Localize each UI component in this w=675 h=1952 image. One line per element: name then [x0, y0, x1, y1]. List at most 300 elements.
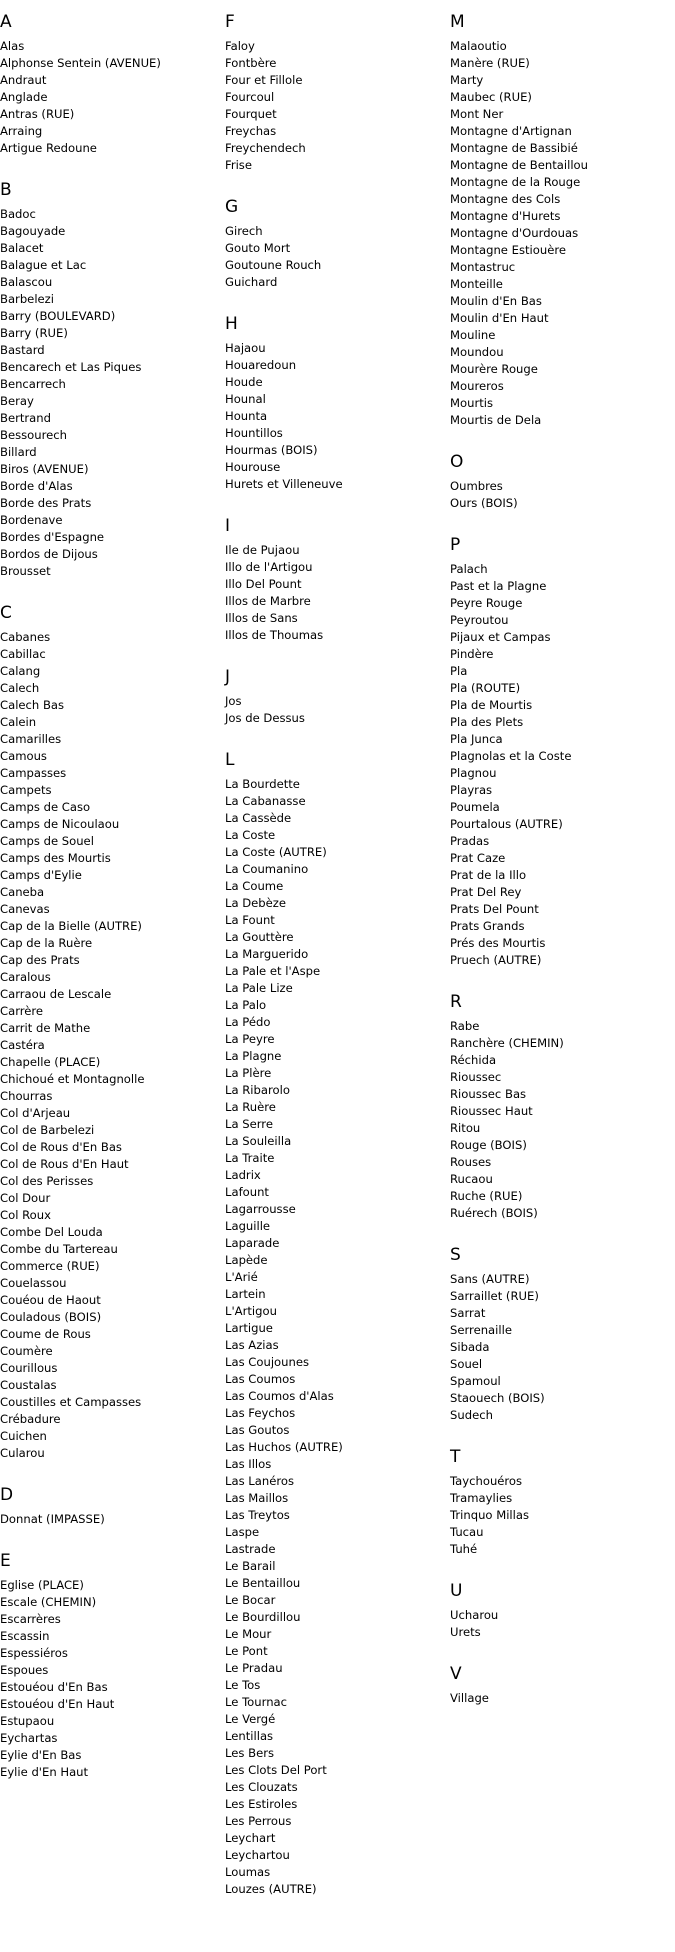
street-link[interactable]: Pijaux et Campas: [450, 630, 551, 644]
street-link[interactable]: Cap de la Ruère: [0, 936, 93, 950]
street-link[interactable]: Bordenave: [0, 513, 63, 527]
street-link[interactable]: Pradas: [450, 834, 490, 848]
street-link[interactable]: Four et Fillole: [225, 73, 303, 87]
street-link[interactable]: Ladrix: [225, 1168, 261, 1182]
letter-heading: H: [225, 314, 238, 334]
street-link[interactable]: Le Tos: [225, 1678, 261, 1692]
street-link[interactable]: Espoues: [0, 1663, 49, 1677]
street-link[interactable]: Cularou: [0, 1446, 45, 1460]
street-link[interactable]: Balascou: [0, 275, 53, 289]
street-link[interactable]: Sans (AUTRE): [450, 1272, 530, 1286]
street-link[interactable]: Tuhé: [450, 1542, 478, 1556]
street-link[interactable]: Caralous: [0, 970, 51, 984]
street-link[interactable]: Maubec (RUE): [450, 90, 532, 104]
street-link[interactable]: Poumela: [450, 800, 500, 814]
street-link[interactable]: Eglise (PLACE): [0, 1578, 84, 1592]
street-link[interactable]: Campets: [0, 783, 52, 797]
street-link[interactable]: Lartein: [225, 1287, 266, 1301]
street-link[interactable]: Ranchère (CHEMIN): [450, 1036, 564, 1050]
street-link[interactable]: Col de Rous d'En Bas: [0, 1140, 122, 1154]
street-link[interactable]: Taychouéros: [450, 1474, 523, 1488]
street-link[interactable]: Jos de Dessus: [225, 711, 305, 725]
street-link[interactable]: Bencarrech: [0, 377, 66, 391]
street-link[interactable]: Las Huchos (AUTRE): [225, 1440, 343, 1454]
street-list: [450, 1018, 670, 1222]
street-link[interactable]: Chichoué et Montagnolle: [0, 1072, 145, 1086]
street-link[interactable]: Freychas: [225, 124, 277, 138]
street-link[interactable]: Sudech: [450, 1408, 493, 1422]
street-link[interactable]: Billard: [0, 445, 37, 459]
street-link[interactable]: Spamoul: [450, 1374, 501, 1388]
street-link[interactable]: La Ribarolo: [225, 1083, 290, 1097]
street-link[interactable]: Ruche (RUE): [450, 1189, 523, 1203]
street-link[interactable]: La Ruère: [225, 1100, 276, 1114]
street-link[interactable]: Barry (BOULEVARD): [0, 309, 116, 323]
street-link[interactable]: L'Artigou: [225, 1304, 277, 1318]
letter-group-j: [225, 661, 445, 727]
street-link[interactable]: Ile de Pujaou: [225, 543, 300, 557]
street-link[interactable]: Carraou de Lescale: [0, 987, 112, 1001]
street-link[interactable]: Le Mour: [225, 1627, 272, 1641]
street-link[interactable]: La Cabanasse: [225, 794, 306, 808]
street-link[interactable]: Las Lanéros: [225, 1474, 294, 1488]
street-link[interactable]: Ucharou: [450, 1608, 499, 1622]
street-link[interactable]: Antras (RUE): [0, 107, 75, 121]
letter-heading: P: [450, 535, 461, 555]
street-link[interactable]: Coustalas: [0, 1378, 57, 1392]
street-link[interactable]: Las Illos: [225, 1457, 272, 1471]
street-link[interactable]: Hajaou: [225, 341, 266, 355]
street-link[interactable]: Alas: [0, 39, 25, 53]
street-link[interactable]: Col des Perisses: [0, 1174, 94, 1188]
street-link[interactable]: Jos: [225, 694, 242, 708]
street-link[interactable]: Combe du Tartereau: [0, 1242, 118, 1256]
street-link[interactable]: Pourtalous (AUTRE): [450, 817, 563, 831]
street-link[interactable]: Bagouyade: [0, 224, 66, 238]
street-list: [225, 776, 445, 1898]
street-link[interactable]: Serrenaille: [450, 1323, 512, 1337]
street-link[interactable]: La Serre: [225, 1117, 273, 1131]
street-link[interactable]: Montagne Estiouère: [450, 243, 566, 257]
street-link[interactable]: Oumbres: [450, 479, 503, 493]
index-column-3: [450, 6, 670, 1724]
street-link[interactable]: Staouech (BOIS): [450, 1391, 545, 1405]
street-link[interactable]: Hountillos: [225, 426, 283, 440]
street-link[interactable]: La Plère: [225, 1066, 272, 1080]
street-link[interactable]: Louzes (AUTRE): [225, 1882, 317, 1896]
street-link[interactable]: Coume de Rous: [0, 1327, 91, 1341]
street-list: [225, 340, 445, 493]
street-link[interactable]: Barbelezi: [0, 292, 54, 306]
street-link[interactable]: Les Perrous: [225, 1814, 292, 1828]
street-link[interactable]: Rucaou: [450, 1172, 493, 1186]
street-link[interactable]: Bencarech et Las Piques: [0, 360, 142, 374]
street-link[interactable]: Rioussec Bas: [450, 1087, 527, 1101]
street-link[interactable]: Manère (RUE): [450, 56, 530, 70]
street-link[interactable]: La Plagne: [225, 1049, 282, 1063]
letter-heading: U: [450, 1581, 463, 1601]
street-link[interactable]: Faloy: [225, 39, 255, 53]
street-link[interactable]: Mouline: [450, 328, 496, 342]
street-link[interactable]: Campasses: [0, 766, 67, 780]
street-link[interactable]: Montagne de la Rouge: [450, 175, 581, 189]
street-list: [450, 1473, 670, 1558]
street-link[interactable]: Badoc: [0, 207, 36, 221]
street-link[interactable]: Village: [450, 1691, 489, 1705]
street-link[interactable]: Pla Junca: [450, 732, 503, 746]
street-link[interactable]: Chapelle (PLACE): [0, 1055, 101, 1069]
street-link[interactable]: Camps d'Eylie: [0, 868, 82, 882]
street-link[interactable]: Carrit de Mathe: [0, 1021, 91, 1035]
street-link[interactable]: Moulin d'En Haut: [450, 311, 549, 325]
street-link[interactable]: Illo de l'Artigou: [225, 560, 313, 574]
street-link[interactable]: Calech: [0, 681, 40, 695]
street-link[interactable]: Pla (ROUTE): [450, 681, 521, 695]
street-link[interactable]: Espessiéros: [0, 1646, 68, 1660]
street-link[interactable]: Pruech (AUTRE): [450, 953, 542, 967]
street-link[interactable]: Le Pont: [225, 1644, 268, 1658]
street-link[interactable]: Lafount: [225, 1185, 269, 1199]
street-link[interactable]: Les Clots Del Port: [225, 1763, 327, 1777]
street-link[interactable]: Escassin: [0, 1629, 50, 1643]
street-link[interactable]: L'Arié: [225, 1270, 258, 1284]
street-link[interactable]: Sarraillet (RUE): [450, 1289, 539, 1303]
street-link[interactable]: Houde: [225, 375, 263, 389]
street-link[interactable]: Plagnou: [450, 766, 497, 780]
street-link[interactable]: Montastruc: [450, 260, 516, 274]
street-list: [225, 693, 445, 727]
street-link[interactable]: Cabillac: [0, 647, 46, 661]
street-link[interactable]: Sibada: [450, 1340, 490, 1354]
street-link[interactable]: Lentillas: [225, 1729, 274, 1743]
street-link[interactable]: Fontbère: [225, 56, 277, 70]
street-link[interactable]: Lastrade: [225, 1542, 276, 1556]
street-link[interactable]: Pla: [450, 664, 468, 678]
street-link[interactable]: Freychendech: [225, 141, 306, 155]
street-link[interactable]: Playras: [450, 783, 493, 797]
street-link[interactable]: Col de Barbelezi: [0, 1123, 95, 1137]
street-link[interactable]: La Marguerido: [225, 947, 309, 961]
street-link[interactable]: Combe Del Louda: [0, 1225, 103, 1239]
street-list: [0, 629, 220, 1462]
street-link[interactable]: Leychartou: [225, 1848, 290, 1862]
street-link[interactable]: Girech: [225, 224, 263, 238]
street-link[interactable]: Montagne des Cols: [450, 192, 561, 206]
street-link[interactable]: Lagarrousse: [225, 1202, 296, 1216]
street-link[interactable]: Balacet: [0, 241, 44, 255]
street-link[interactable]: La Coumanino: [225, 862, 309, 876]
street-link[interactable]: La Palo: [225, 998, 267, 1012]
street-link[interactable]: Bessourech: [0, 428, 67, 442]
street-link[interactable]: Coumère: [0, 1344, 53, 1358]
street-link[interactable]: Las Feychos: [225, 1406, 296, 1420]
street-link[interactable]: Artigue Redoune: [0, 141, 97, 155]
street-link[interactable]: Mourère Rouge: [450, 362, 538, 376]
street-link[interactable]: Tucau: [450, 1525, 484, 1539]
street-link[interactable]: Eylie d'En Haut: [0, 1765, 89, 1779]
street-link[interactable]: Peyroutou: [450, 613, 509, 627]
street-link[interactable]: Barry (RUE): [0, 326, 68, 340]
street-link[interactable]: Les Clouzats: [225, 1780, 298, 1794]
street-link[interactable]: Andraut: [0, 73, 47, 87]
street-link[interactable]: Las Coumos d'Alas: [225, 1389, 334, 1403]
street-link[interactable]: Camps de Souel: [0, 834, 94, 848]
street-link[interactable]: La Pédo: [225, 1015, 271, 1029]
street-link[interactable]: Le Bourdillou: [225, 1610, 301, 1624]
street-link[interactable]: Past et la Plagne: [450, 579, 547, 593]
street-link[interactable]: Monteille: [450, 277, 503, 291]
street-link[interactable]: Prats Del Pount: [450, 902, 539, 916]
street-link[interactable]: Donnat (IMPASSE): [0, 1512, 105, 1526]
street-link[interactable]: La Traite: [225, 1151, 275, 1165]
street-link[interactable]: Tramaylies: [450, 1491, 513, 1505]
street-link[interactable]: Camps des Mourtis: [0, 851, 111, 865]
street-link[interactable]: Rouge (BOIS): [450, 1138, 527, 1152]
street-link[interactable]: Lartigue: [225, 1321, 273, 1335]
street-list: [450, 478, 670, 512]
street-link[interactable]: Couéou de Haout: [0, 1293, 101, 1307]
street-link[interactable]: Plagnolas et la Coste: [450, 749, 572, 763]
letter-group-l: [225, 744, 445, 1898]
street-link[interactable]: Urets: [450, 1625, 481, 1639]
street-link[interactable]: Alphonse Sentein (AVENUE): [0, 56, 161, 70]
street-link[interactable]: Col Dour: [0, 1191, 51, 1205]
street-link[interactable]: Bordos de Dijous: [0, 547, 98, 561]
street-list: [450, 38, 670, 429]
street-link[interactable]: Prats Grands: [450, 919, 525, 933]
street-link[interactable]: Goutoune Rouch: [225, 258, 322, 272]
street-link[interactable]: Trinquo Millas: [450, 1508, 530, 1522]
street-link[interactable]: La Bourdette: [225, 777, 300, 791]
street-link[interactable]: Houaredoun: [225, 358, 297, 372]
street-link[interactable]: Hourouse: [225, 460, 281, 474]
street-link[interactable]: Eylie d'En Bas: [0, 1748, 82, 1762]
street-link[interactable]: Les Estiroles: [225, 1797, 298, 1811]
street-link[interactable]: Borde des Prats: [0, 496, 92, 510]
street-link[interactable]: Estouéou d'En Haut: [0, 1697, 115, 1711]
street-link[interactable]: Anglade: [0, 90, 48, 104]
letter-heading: B: [0, 180, 12, 200]
street-link[interactable]: Beray: [0, 394, 34, 408]
street-link[interactable]: Moureros: [450, 379, 504, 393]
street-link[interactable]: Mont Ner: [450, 107, 504, 121]
letter-group-r: [450, 986, 670, 1222]
street-link[interactable]: La Coume: [225, 879, 284, 893]
street-link[interactable]: Camps de Caso: [0, 800, 91, 814]
street-link[interactable]: Rabe: [450, 1019, 480, 1033]
street-link[interactable]: Pla des Plets: [450, 715, 524, 729]
street-link[interactable]: Le Barail: [225, 1559, 276, 1573]
street-link[interactable]: Fourcoul: [225, 90, 275, 104]
street-link[interactable]: Le Vergé: [225, 1712, 276, 1726]
letter-heading: I: [225, 516, 231, 536]
street-link[interactable]: Couladous (BOIS): [0, 1310, 102, 1324]
street-link[interactable]: Hourmas (BOIS): [225, 443, 318, 457]
street-link[interactable]: Gouto Mort: [225, 241, 291, 255]
street-link[interactable]: Camous: [0, 749, 47, 763]
street-link[interactable]: Rouses: [450, 1155, 492, 1169]
letter-group-v: [450, 1658, 670, 1707]
street-link[interactable]: Hounta: [225, 409, 268, 423]
street-link[interactable]: Escarrères: [0, 1612, 61, 1626]
street-link[interactable]: Las Coujounes: [225, 1355, 310, 1369]
street-link[interactable]: Le Bocar: [225, 1593, 276, 1607]
street-link[interactable]: Illo Del Pount: [225, 577, 302, 591]
street-link[interactable]: Pindère: [450, 647, 494, 661]
street-link[interactable]: Pla de Mourtis: [450, 698, 533, 712]
street-link[interactable]: La Pale et l'Aspe: [225, 964, 321, 978]
letter-group-f: [225, 6, 445, 174]
street-link[interactable]: Leychart: [225, 1831, 276, 1845]
letter-heading: V: [450, 1664, 462, 1684]
street-link[interactable]: Montagne d'Artignan: [450, 124, 572, 138]
street-link[interactable]: Borde d'Alas: [0, 479, 73, 493]
street-link[interactable]: Cabanes: [0, 630, 51, 644]
street-link[interactable]: Las Coumos: [225, 1372, 296, 1386]
letter-group-o: [450, 446, 670, 512]
street-link[interactable]: Rioussec Haut: [450, 1104, 533, 1118]
street-link[interactable]: La Cassède: [225, 811, 292, 825]
street-link[interactable]: Carrère: [0, 1004, 44, 1018]
street-list: [0, 1511, 220, 1528]
street-link[interactable]: Montagne d'Ourdouas: [450, 226, 579, 240]
street-link[interactable]: Couelassou: [0, 1276, 67, 1290]
street-link[interactable]: Laspe: [225, 1525, 260, 1539]
street-link[interactable]: Cap des Prats: [0, 953, 80, 967]
street-link[interactable]: Calang: [0, 664, 41, 678]
street-link[interactable]: Illos de Thoumas: [225, 628, 324, 642]
street-link[interactable]: Mourtis de Dela: [450, 413, 542, 427]
street-link[interactable]: Hurets et Villeneuve: [225, 477, 343, 491]
letter-heading: A: [0, 12, 12, 32]
street-link[interactable]: Caneba: [0, 885, 45, 899]
street-list: [225, 542, 445, 644]
street-link[interactable]: Réchida: [450, 1053, 497, 1067]
street-link[interactable]: Eychartas: [0, 1731, 58, 1745]
street-link[interactable]: Escale (CHEMIN): [0, 1595, 97, 1609]
street-link[interactable]: La Coste (AUTRE): [225, 845, 327, 859]
street-link[interactable]: Bordes d'Espagne: [0, 530, 105, 544]
street-link[interactable]: Montagne de Bentaillou: [450, 158, 588, 172]
street-link[interactable]: Balague et Lac: [0, 258, 87, 272]
street-link[interactable]: Peyre Rouge: [450, 596, 523, 610]
street-link[interactable]: Fourquet: [225, 107, 277, 121]
street-link[interactable]: Las Maillos: [225, 1491, 289, 1505]
letter-group-h: [225, 308, 445, 493]
street-link[interactable]: Loumas: [225, 1865, 271, 1879]
street-list: [450, 1607, 670, 1641]
street-link[interactable]: Prés des Mourtis: [450, 936, 546, 950]
street-link[interactable]: Montagne de Bassibié: [450, 141, 578, 155]
street-link[interactable]: Laparade: [225, 1236, 280, 1250]
street-link[interactable]: Sarrat: [450, 1306, 486, 1320]
street-link[interactable]: Ritou: [450, 1121, 481, 1135]
street-link[interactable]: Las Treytos: [225, 1508, 290, 1522]
letter-group-e: [0, 1545, 220, 1781]
street-link[interactable]: Laguille: [225, 1219, 271, 1233]
street-list: [450, 1271, 670, 1424]
street-link[interactable]: Le Bentaillou: [225, 1576, 301, 1590]
street-link[interactable]: Ruérech (BOIS): [450, 1206, 538, 1220]
street-link[interactable]: Bertrand: [0, 411, 51, 425]
street-link[interactable]: Hounal: [225, 392, 266, 406]
street-link[interactable]: Ours (BOIS): [450, 496, 518, 510]
street-link[interactable]: Estouéou d'En Bas: [0, 1680, 108, 1694]
street-link[interactable]: Las Azias: [225, 1338, 279, 1352]
street-link[interactable]: Le Pradau: [225, 1661, 283, 1675]
street-link[interactable]: Illos de Marbre: [225, 594, 311, 608]
letter-heading: L: [225, 750, 235, 770]
street-list: [225, 223, 445, 291]
street-link[interactable]: Moundou: [450, 345, 504, 359]
street-link[interactable]: Mourtis: [450, 396, 494, 410]
street-link[interactable]: Camps de Nicoulaou: [0, 817, 120, 831]
street-link[interactable]: La Coste: [225, 828, 276, 842]
street-link[interactable]: La Gouttère: [225, 930, 294, 944]
street-link[interactable]: Camarilles: [0, 732, 62, 746]
street-link[interactable]: Crébadure: [0, 1412, 61, 1426]
street-link[interactable]: Rioussec: [450, 1070, 502, 1084]
street-link[interactable]: Cap de la Bielle (AUTRE): [0, 919, 142, 933]
street-link[interactable]: Castéra: [0, 1038, 45, 1052]
street-link[interactable]: Estupaou: [0, 1714, 55, 1728]
street-link[interactable]: Commerce (RUE): [0, 1259, 100, 1273]
street-link[interactable]: Coustilles et Campasses: [0, 1395, 142, 1409]
street-link[interactable]: Col d'Arjeau: [0, 1106, 71, 1120]
street-link[interactable]: La Debèze: [225, 896, 287, 910]
letter-heading: J: [225, 667, 231, 687]
street-link[interactable]: Frise: [225, 158, 252, 172]
street-link[interactable]: Le Tournac: [225, 1695, 288, 1709]
street-link[interactable]: Canevas: [0, 902, 50, 916]
letter-heading: M: [450, 12, 465, 32]
street-link[interactable]: Souel: [450, 1357, 483, 1371]
street-link[interactable]: Col de Rous d'En Haut: [0, 1157, 129, 1171]
street-link[interactable]: Calein: [0, 715, 37, 729]
street-link[interactable]: La Peyre: [225, 1032, 275, 1046]
street-link[interactable]: Marty: [450, 73, 484, 87]
street-link[interactable]: Prat Caze: [450, 851, 506, 865]
street-link[interactable]: Guichard: [225, 275, 278, 289]
street-link[interactable]: Chourras: [0, 1089, 53, 1103]
street-link[interactable]: Illos de Sans: [225, 611, 298, 625]
street-link[interactable]: Les Bers: [225, 1746, 275, 1760]
letter-group-d: [0, 1479, 220, 1528]
letter-heading: T: [450, 1447, 461, 1467]
street-link[interactable]: Lapède: [225, 1253, 268, 1267]
street-link[interactable]: Prat de la Illo: [450, 868, 527, 882]
street-link[interactable]: Brousset: [0, 564, 51, 578]
street-link[interactable]: Col Roux: [0, 1208, 51, 1222]
street-link[interactable]: Courillous: [0, 1361, 58, 1375]
street-link[interactable]: Biros (AVENUE): [0, 462, 89, 476]
street-link[interactable]: Bastard: [0, 343, 45, 357]
street-link[interactable]: Palach: [450, 562, 488, 576]
street-link[interactable]: La Souleilla: [225, 1134, 292, 1148]
street-link[interactable]: Arraing: [0, 124, 43, 138]
street-link[interactable]: Calech Bas: [0, 698, 65, 712]
street-link[interactable]: Montagne d'Hurets: [450, 209, 561, 223]
street-link[interactable]: Cuichen: [0, 1429, 47, 1443]
street-link[interactable]: La Pale Lize: [225, 981, 293, 995]
letter-heading: F: [225, 12, 235, 32]
street-link[interactable]: Las Goutos: [225, 1423, 290, 1437]
street-link[interactable]: Moulin d'En Bas: [450, 294, 542, 308]
letter-group-p: [450, 529, 670, 969]
street-link[interactable]: Malaoutio: [450, 39, 507, 53]
street-link[interactable]: La Fount: [225, 913, 275, 927]
street-link[interactable]: Prat Del Rey: [450, 885, 522, 899]
